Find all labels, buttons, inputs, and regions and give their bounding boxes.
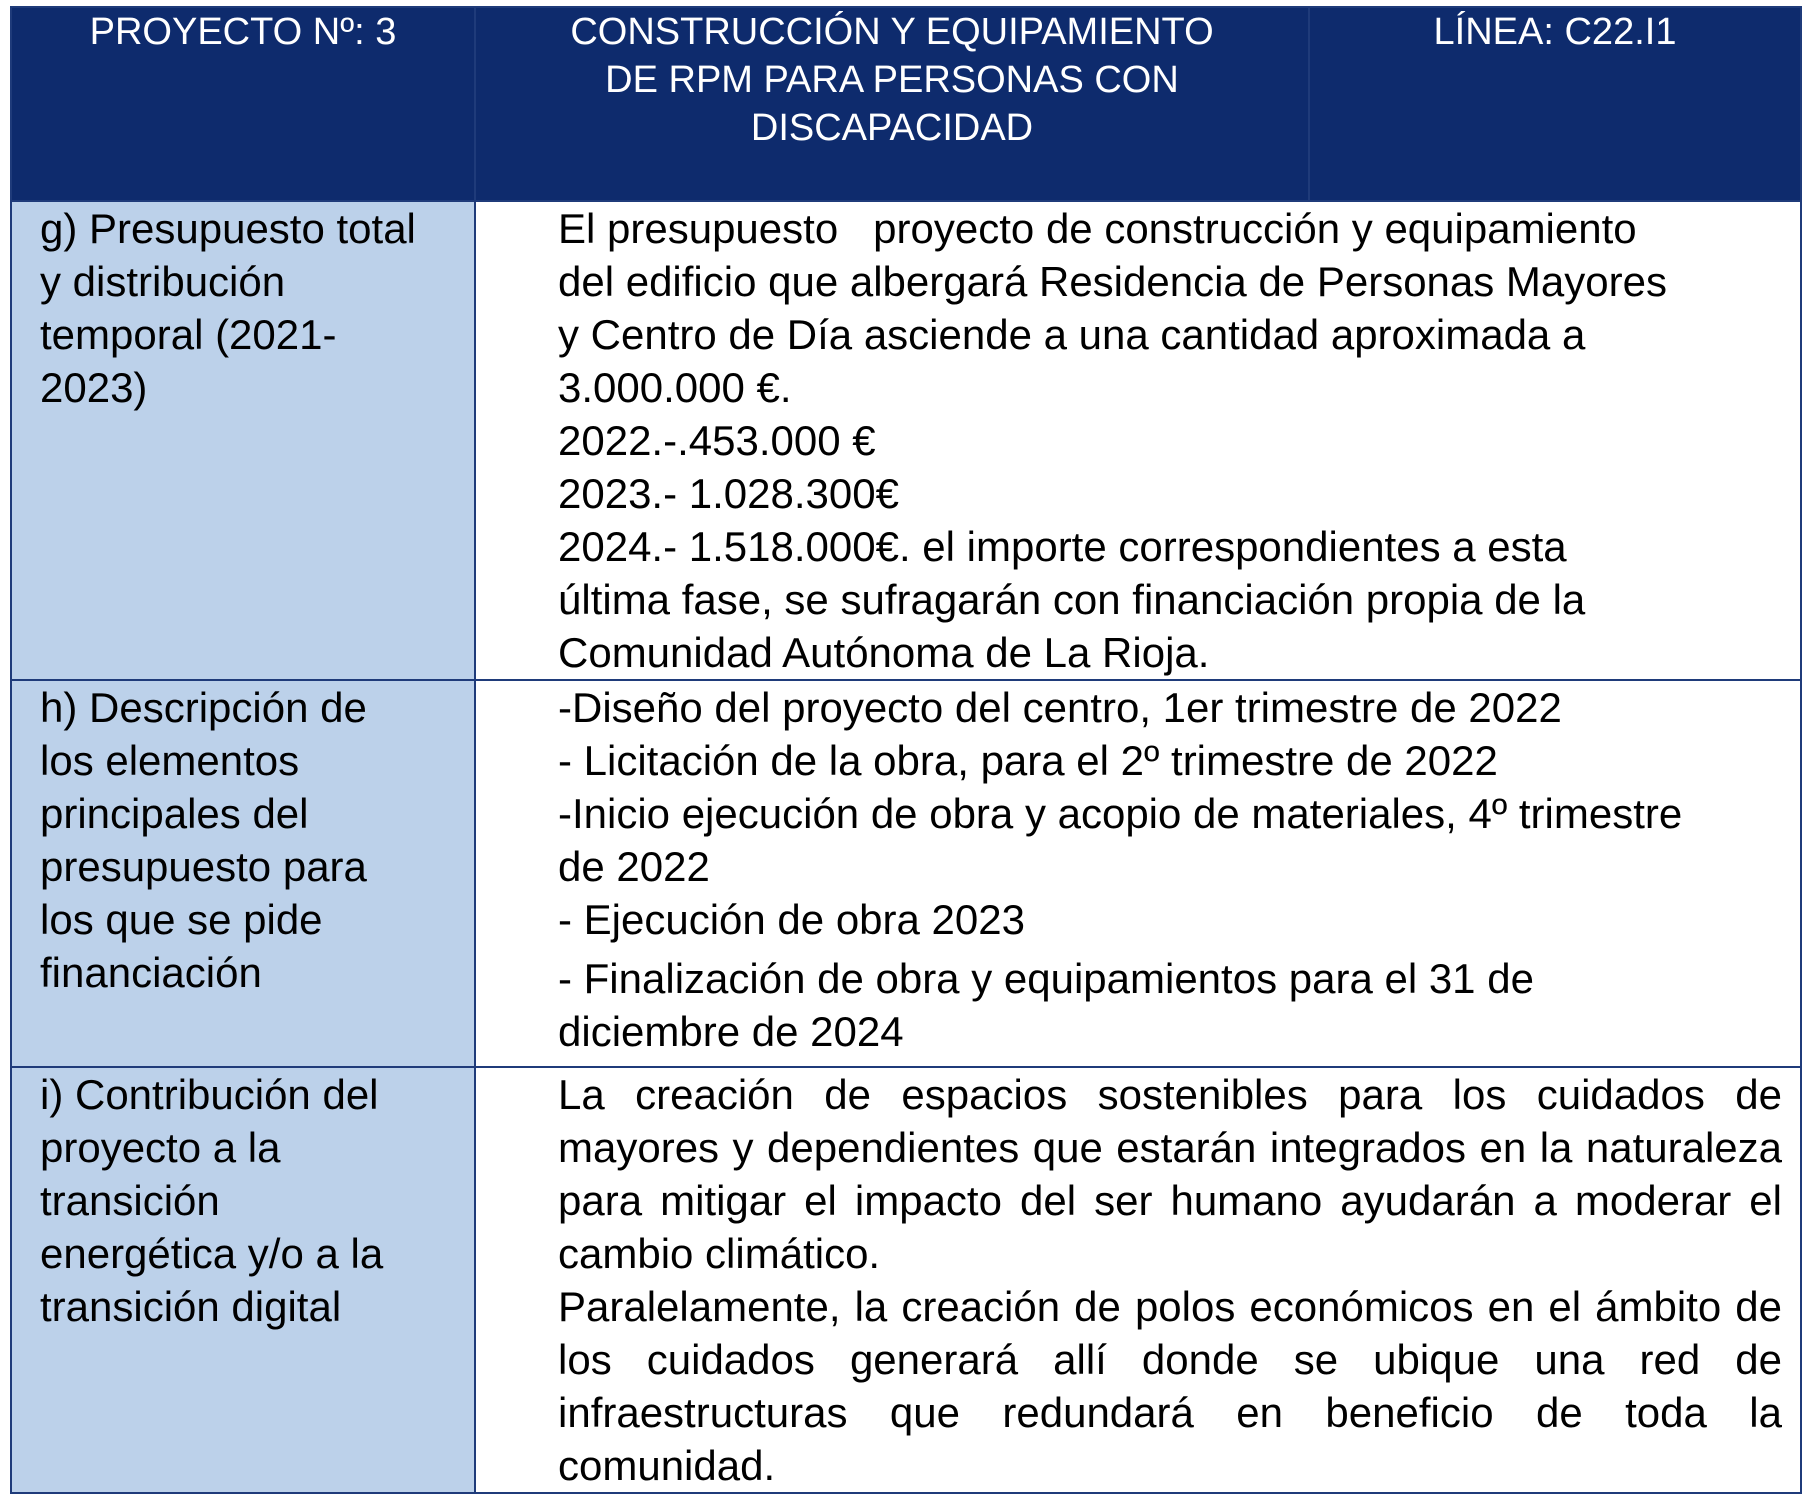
content-line: -Inicio ejecución de obra y acopio de materiales, 4º trimestre <box>558 790 1683 837</box>
label-line: energética y/o a la <box>40 1230 384 1277</box>
label-line: los elementos <box>40 737 300 784</box>
row-budget <box>11 201 1801 680</box>
row-content-elements <box>475 680 1801 1067</box>
label-line: temporal (2021- <box>40 311 337 358</box>
content-line: El presupuesto proyecto de construcción y equipamiento <box>558 205 1637 252</box>
project-title-line: CONSTRUCCIÓN Y EQUIPAMIENTO <box>570 11 1214 53</box>
header-row <box>11 7 1801 201</box>
project-title-cell <box>475 7 1309 201</box>
project-number-cell <box>11 7 475 201</box>
row-content-transition <box>475 1067 1801 1493</box>
label-line: 2023) <box>40 364 148 411</box>
project-number: PROYECTO Nº: 3 <box>89 11 397 53</box>
content-line: de 2022 <box>558 843 710 890</box>
label-line: presupuesto para <box>40 843 367 890</box>
project-title-line: DISCAPACIDAD <box>750 107 1034 149</box>
label-line: transición digital <box>40 1283 342 1330</box>
row-label-budget <box>11 201 475 680</box>
content-line: del edificio que albergará Residencia de Personas Mayores <box>558 258 1667 305</box>
label-line: y distribución <box>40 258 286 305</box>
row-label-elements <box>11 680 475 1067</box>
content-paragraph: La creación de espacios sostenibles para los cuidados de mayores y dependientes que estarán integrados en la naturaleza para mitigar el impacto del ser humano ayudarán a moderar el cambio climático. <box>558 1071 1782 1277</box>
label-line: i) Contribución del <box>40 1071 379 1118</box>
label-line: h) Descripción de <box>40 684 367 731</box>
label-line: principales del <box>40 790 309 837</box>
content-line: última fase, se sufragarán con financiación propia de la <box>558 576 1586 623</box>
label-line: g) Presupuesto total <box>40 205 416 252</box>
row-elements <box>11 680 1801 1067</box>
project-title-line: DE RPM PARA PERSONAS CON <box>605 59 1179 101</box>
line-code: LÍNEA: C22.I1 <box>1433 11 1677 53</box>
content-line: - Licitación de la obra, para el 2º trimestre de 2022 <box>558 737 1498 784</box>
label-line: los que se pide <box>40 896 323 943</box>
content-line: diciembre de 2024 <box>558 1008 904 1055</box>
label-line: financiación <box>40 949 262 996</box>
label-line: transición <box>40 1177 220 1224</box>
content-paragraph: Paralelamente, la creación de polos económicos en el ámbito de los cuidados generará allí donde se ubique una red de infraestructuras que redundará en beneficio de toda la comunidad. <box>558 1283 1782 1489</box>
row-content-budget <box>475 201 1801 680</box>
project-table <box>10 6 1802 1494</box>
label-line: proyecto a la <box>40 1124 281 1171</box>
row-transition <box>11 1067 1801 1493</box>
content-line: -Diseño del proyecto del centro, 1er trimestre de 2022 <box>558 684 1562 731</box>
content-line: 2022.-.453.000 € <box>558 417 876 464</box>
line-cell <box>1309 7 1801 201</box>
content-line: 2023.- 1.028.300€ <box>558 470 899 517</box>
content-line: Comunidad Autónoma de La Rioja. <box>558 629 1210 676</box>
row-label-transition <box>11 1067 475 1493</box>
content-line: - Finalización de obra y equipamientos para el 31 de <box>558 955 1534 1002</box>
content-line: y Centro de Día asciende a una cantidad aproximada a <box>558 311 1586 358</box>
content-line: - Ejecución de obra 2023 <box>558 896 1025 943</box>
content-line: 2024.- 1.518.000€. el importe correspondientes a esta <box>558 523 1567 570</box>
content-line: 3.000.000 €. <box>558 364 792 411</box>
